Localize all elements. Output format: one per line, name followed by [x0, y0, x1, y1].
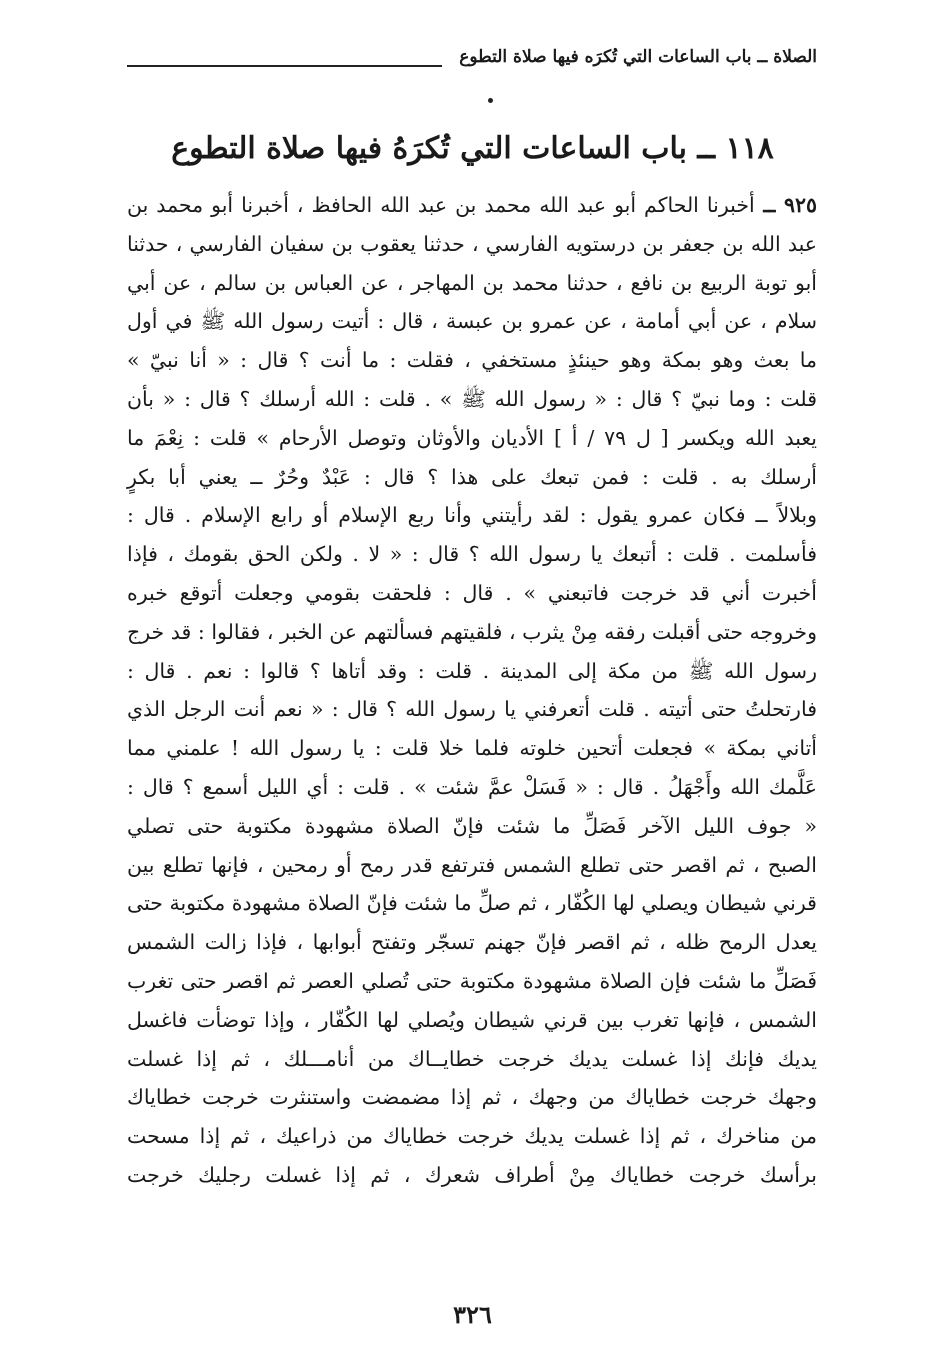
text-line	[127, 962, 817, 1001]
text-line-content: أتاني بمكة » فجعلت أتحين خلوته فلما خلا قلت : يا رسول الله ! علمني مما	[127, 736, 817, 761]
text-line-content: وبلالاً ــ فكان عمرو يقول : لقد رأيتني وأنا ربع الإسلام أو رابع الإسلام . قال :	[127, 503, 817, 528]
text-line-content: أبو توبة الربيع بن نافع ، حدثنا محمد بن المهاجر ، عن العباس بن سالم ، عن أبي	[127, 270, 817, 295]
text-line-content: من مناخرك ، ثم إذا غسلت يديك خرجت خطاياك من ذراعيك ، ثم إذا مسحت	[127, 1124, 817, 1149]
text-line	[127, 186, 817, 225]
text-line	[127, 923, 817, 962]
text-line	[127, 419, 817, 458]
text-line-content: أخبرت أني قد خرجت فاتبعني » . قال : فلحقت بقومي وجعلت أتوقع خبره	[127, 580, 817, 605]
text-line	[127, 846, 817, 885]
page-number: ٣٢٦	[453, 1300, 492, 1329]
text-line	[127, 458, 817, 497]
hadith-body	[127, 186, 817, 1195]
text-line	[127, 1078, 817, 1117]
text-line-content: قرني شيطان ويصلي لها الكُفّار ، ثم صلِّ ما شئت فإنّ الصلاة مشهودة مكتوبة حتى	[127, 891, 817, 916]
text-line-content: يعبد الله ويكسر [ ل ٧٩ / أ ] الأديان والأوثان وتوصل الأرحام » قلت : نِعْمَ ما	[127, 425, 817, 450]
text-line	[127, 574, 817, 613]
text-line	[127, 613, 817, 652]
text-line-content: رسول الله ﷺ من مكة إلى المدينة . قلت : وقد أتاها ؟ قالوا : نعم . قال :	[127, 658, 817, 683]
chapter-title: ١١٨ ــ باب الساعات التي تُكرَهُ فيها صلاة التطوع	[171, 131, 774, 166]
text-line-content: عَلَّمك الله وأَجْهَلُ . قال : « فَسَلْ عمَّ شئت » . قلت : أي الليل أسمع ؟ قال :	[127, 774, 817, 799]
text-line-content: سلام ، عن أبي أمامة ، عن عمرو بن عبسة ، قال : أتيت رسول الله ﷺ في أول	[127, 309, 817, 334]
text-line-content: أخبرنا الحاكم أبو عبد الله محمد بن عبد الله الحافظ ، أخبرنا أبو محمد بن	[127, 193, 755, 217]
ornament-dot	[488, 98, 493, 103]
text-line-content: برأسك خرجت خطاياك مِنْ أطراف شعرك ، ثم إذا غسلت رجليك خرجت	[127, 1162, 817, 1187]
text-line	[127, 884, 817, 923]
text-line-content: عبد الله بن جعفر بن درستويه الفارسي ، حدثنا يعقوب بن سفيان الفارسي ، حدثنا	[127, 231, 817, 256]
header-rule	[127, 65, 442, 67]
text-line-content: الشمس ، فإنها تغرب بين قرني شيطان ويُصلي لها الكُفّار ، وإذا توضأت فاغسل	[127, 1007, 817, 1032]
text-line	[127, 341, 817, 380]
running-title: الصلاة ــ باب الساعات التي تُكرَه فيها صلاة التطوع	[459, 47, 817, 67]
text-line	[127, 1001, 817, 1040]
text-line	[127, 768, 817, 807]
text-line-content: فأسلمت . قلت : أتبعك يا رسول الله ؟ قال : « لا . ولكن الحق بقومك ، فإذا	[127, 542, 817, 567]
text-line-content: الصبح ، ثم اقصر حتى تطلع الشمس فترتفع قدر رمح أو رمحين ، فإنها تطلع بين	[127, 852, 817, 877]
text-line-content: أرسلك به . قلت : فمن تبعك على هذا ؟ قال : عَبْدٌ وحُرٌ ــ يعني أبا بكرٍ	[127, 464, 817, 489]
text-line-content: وخروجه حتى أقبلت رفقه مِنْ يثرب ، فلقيتهم فسألتهم عن الخبر ، فقالوا : قد خرج	[127, 619, 817, 644]
running-header	[127, 40, 817, 74]
text-line-content: يديك فإنك إذا غسلت يديك خرجت خطايــاك من أنامـــلك ، ثم إذا غسلت	[127, 1046, 817, 1071]
text-line	[127, 729, 817, 768]
text-line-content: « جوف الليل الآخر فَصَلِّ ما شئت فإنّ الصلاة مشهودة مكتوبة حتى تصلي	[127, 813, 817, 838]
text-line-content: فارتحلتُ حتى أتيته . قلت أتعرفني يا رسول الله ؟ قال : « نعم أنت الرجل الذي	[127, 697, 817, 722]
hadith-number: ٩٢٥ ــ	[754, 193, 817, 217]
text-line	[127, 535, 817, 574]
text-line	[127, 1117, 817, 1156]
text-line	[127, 1156, 817, 1195]
text-line	[127, 807, 817, 846]
text-line-content: فَصَلِّ ما شئت فإن الصلاة مشهودة مكتوبة حتى تُصلي العصر ثم اقصر حتى تغرب	[127, 968, 817, 993]
text-line	[127, 1040, 817, 1079]
text-line-content: وجهك خرجت خطاياك من وجهك ، ثم إذا مضمضت واستنثرت خرجت خطاياك	[127, 1085, 817, 1110]
text-line	[127, 652, 817, 691]
text-line	[127, 264, 817, 303]
text-line-content: يعدل الرمح ظله ، ثم اقصر فإنّ جهنم تسجّر وتفتح أبوابها ، فإذا زالت الشمس	[127, 930, 817, 955]
text-line	[127, 496, 817, 535]
text-line	[127, 225, 817, 264]
text-line	[127, 380, 817, 419]
text-line-content: ما بعث وهو بمكة وهو حينئذٍ مستخفي ، فقلت : ما أنت ؟ قال : « أنا نبيّ »	[127, 348, 817, 373]
text-line	[127, 302, 817, 341]
text-line-content: قلت : وما نبيّ ؟ قال : « رسول الله ﷺ » . قلت : الله أرسلك ؟ قال : « بأن	[127, 386, 817, 411]
text-line	[127, 690, 817, 729]
